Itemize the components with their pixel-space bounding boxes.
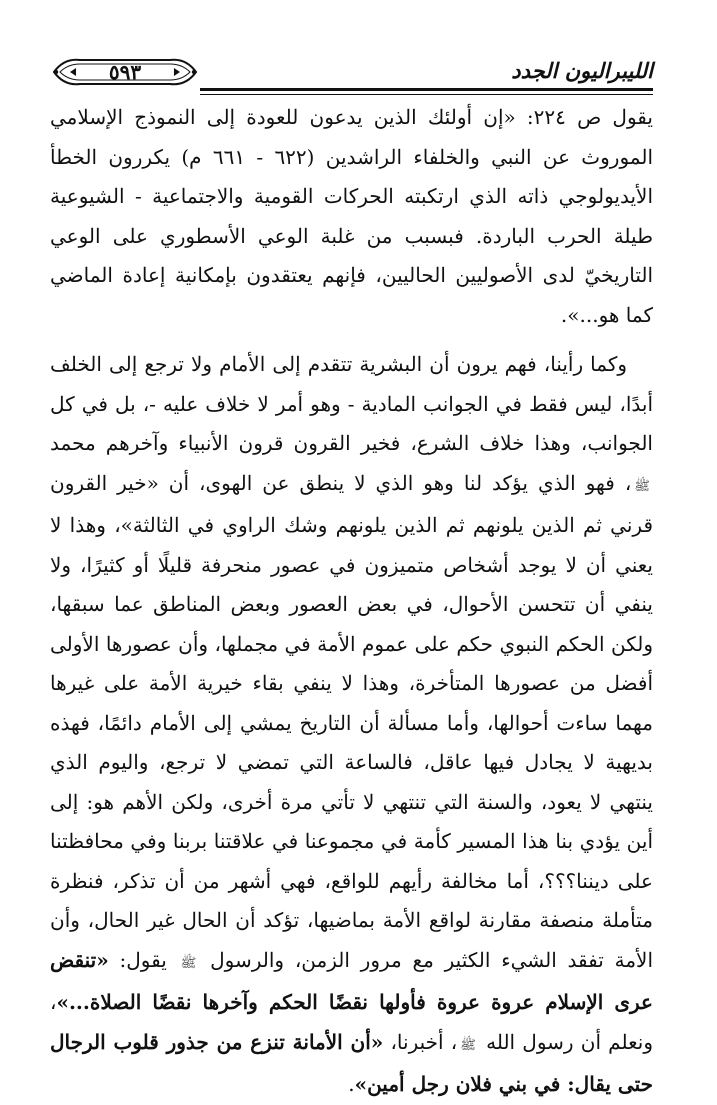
paragraph-1-text: يقول ص ٢٢٤: «إن أولئك الذين يدعون للعودة إلى النموذج الإسلامي الموروث عن النبي والخلفاء الراشدين (٦٢٢ - ٦٦١ م) يكررون الخطأ الأيديولوجي ذاته الذي ارتكبته الحركات القومية والاجتماعية - الشيوعية طيلة الحرب الباردة. فبسبب من غلبة الوعي الأسطوري على الوعي التاريخيّ لدى الأصوليين الحاليين، فإنهم يعتقدون بإمكانية إعادة الماضي كما هو...». <box>50 105 653 327</box>
paragraph-2-text-2: ، فهو الذي يؤكد لنا وهو الذي لا ينطق عن الهوى، أن «خير القرون قرني ثم الذين يلونهم ثم الذين يلونهم وشك الراوي في الثالثة»، وهذا لا يعني أن لا يوجد أشخاص متميزون في عصور منحرفة قليلًا أو كثيرًا، ولا ينفي أن تتحسن الأحوال، في بعض العصور وبعض المناطق عما سبقها، ولكن الحكم النبوي حكم على عموم الأمة في مجملها، وأن عصورها الأولى أفضل من عصورها المتأخرة، وهذا لا ينفي بقاء خيرية الأمة على غيرها مهما ساءت أحوالها، وأما مسألة أن التاريخ يمشي إلى الأمام دائمًا، فهذه بديهية لا يجادل فيها عاقل، فالساعة التي تمضي لا ترجع، واليوم الذي ينتهي لا يعود، والسنة التي تنتهي لا تأتي مرة أخرى، ولكن الأهم هو: إلى أين يؤدي بنا هذا المسير كأمة في مجموعنا في علاقتنا بربنا وفي محافظتنا على ديننا؟؟؟، أما مخالفة رأيهم للواقع، فهي أشهر من أن تذكر، فنظرة متأملة منصفة مقارنة لواقع الأمة بماضيها، تؤكد أن الحال غير الحال، وأن الأمة تفقد الشيء الكثير مع مرور الزمن، والرسول <box>50 470 654 972</box>
salawat-mark: ﷺ <box>460 1037 476 1053</box>
paragraph-2-text-5: ، أخبرنا، <box>390 1029 458 1054</box>
paragraph-2-text-6: . <box>348 1072 355 1096</box>
paragraph-2-text-4: ، ونعلم أن رسول الله <box>50 990 653 1054</box>
salawat-mark: ﷺ <box>634 478 650 494</box>
salawat-mark: ﷺ <box>180 955 197 971</box>
header-rule-thin <box>200 94 653 95</box>
page-body <box>50 98 653 1105</box>
paragraph-1 <box>50 98 653 335</box>
page-header <box>50 52 653 100</box>
page-number: ٥٩٣ <box>108 60 142 84</box>
hadith-quote-1: «تنقض عرى الإسلام عروة عروة فأولها نقضًا الحكم وآخرها نقضًا الصلاة...» <box>50 947 653 1014</box>
hadith-quote-2: «أن الأمانة تنزع من جذور قلوب الرجال حتى يقال: في بني فلان رجل أمين» <box>50 1029 653 1096</box>
paragraph-2-text-1: وكما رأينا، فهم يرون أن البشرية تتقدم إلى الأمام ولا ترجع إلى الخلف أبدًا، ليس فقط في الجوانب المادية - وهو أمر لا خلاف عليه -، بل في كل الجوانب، وهذا خلاف الشرع، فخير القرون قرون الأنبياء وآخرهم محمد <box>50 352 653 455</box>
paragraph-2 <box>50 345 653 1105</box>
header-rule <box>200 88 653 91</box>
paragraph-2-text-3: يقول: <box>119 947 167 972</box>
running-title: الليبراليون الجدد <box>511 58 653 83</box>
